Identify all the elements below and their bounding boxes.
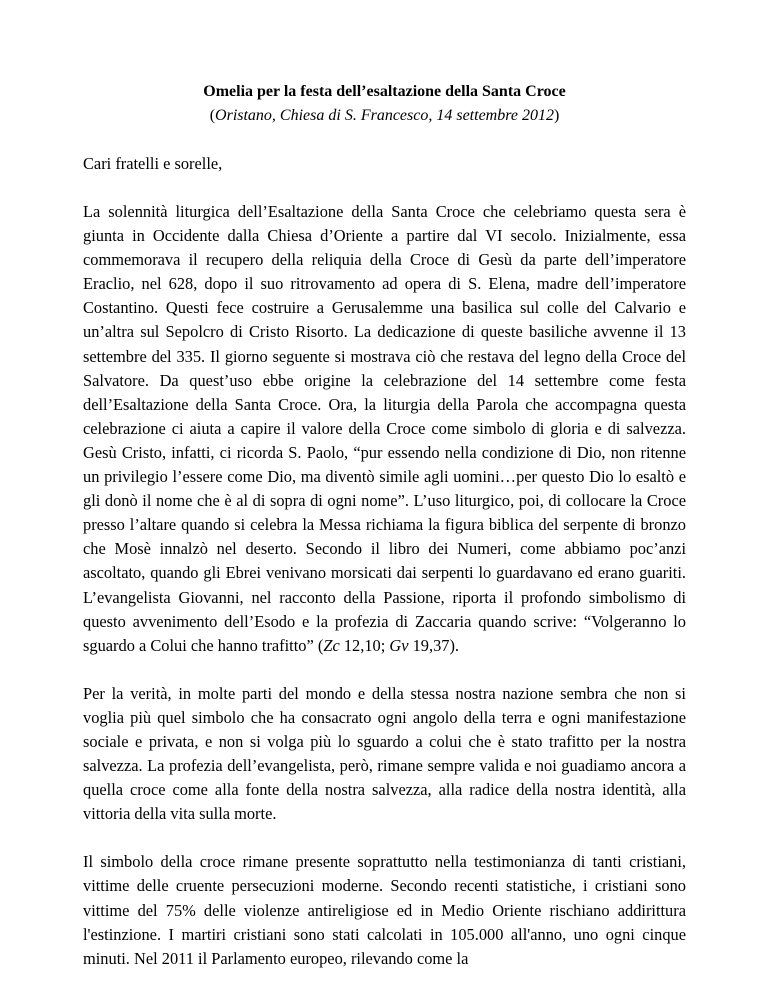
paragraph-3: Il simbolo della croce rimane presente soprattutto nella testimonianza di tanti cristiani, vittime delle cruente persecuzioni moderne. Secondo recenti statistiche, i cristiani sono vittime del 75% delle violenze antireligiose ed in Medio Oriente rischiano addirittura l'estinzione. I martiri cristiani sono stati calcolati in 105.000 all'anno, uno ogni cinque minuti. Nel 2011 il Parlamento europeo, rilevando come la bbox=[83, 852, 686, 968]
subtitle-open-paren: ( bbox=[209, 107, 216, 124]
greeting: Cari fratelli e sorelle, bbox=[83, 154, 223, 173]
paragraph-1 bbox=[83, 200, 686, 658]
paragraph-1-text: La solennità liturgica dell’Esaltazione della Santa Croce che celebriamo questa sera è giunta in Occidente dalla Chiesa d’Oriente a partire dal VI secolo. Inizialmente, essa commemorava il recupero della reliquia della Croce di Gesù da parte dell’imperatore Eraclio, nel 628, dopo il suo ritrovamento ad opera di S. Elena, madre dell’imperatore Costantino. Questi fece costruire a Gerusalemme una basilica sul colle del Calvario e un’altra sul Sepolcro di Cristo Risorto. La dedicazione di queste basiliche avvenne il 13 settembre del 335. Il giorno seguente si mostrava ciò che restava del legno della Croce del Salvatore. Da quest’uso ebbe origine la celebrazione del 14 settembre come festa dell’Esaltazione della Santa Croce. Ora, la liturgia della Parola che accompagna questa celebrazione ci aiuta a capire il valore della Croce come simbolo di gloria e di salvezza. Gesù Cristo, infatti, ci ricorda S. Paolo, “pur essendo nella condizione di Dio, non ritenne un privilegio l’essere come Dio, ma diventò simile agli uomini…per questo Dio lo esaltò e gli donò il nome che è al di sopra di ogni nome”. L’uso liturgico, poi, di collocare la Croce presso l’altare quando si celebra la Messa richiama la figura biblica del serpente di bronzo che Mosè innalzò nel deserto. Secondo il libro dei Numeri, come abbiamo poc’anzi ascoltato, quando gli Ebrei venivano morsicati dai serpenti lo guardavano ed erano guariti. L’evangelista Giovanni, nel racconto della Passione, riporta il profondo simbolismo di questo avvenimento dell’Esodo e la profezia di Zaccaria quando scrive: “Volgeranno lo sguardo a Colui che hanno trafitto” ( bbox=[83, 202, 686, 655]
paragraph-2: Per la verità, in molte parti del mondo e della stessa nostra nazione sembra che non si voglia più quel simbolo che ha consacrato ogni angolo della terra e ogni manifestazione sociale e privata, e non si volga più lo sguardo a colui che è stato trafitto per la nostra salvezza. La profezia dell’evangelista, però, rimane sempre valida e noi guadiamo ancora a quella croce come alla fonte della nostra salvezza, alla radice della nostra identità, alla vittoria della vita sulla morte. bbox=[83, 683, 686, 824]
subtitle-place-date: Oristano, Chiesa di S. Francesco, 14 settembre 2012 bbox=[215, 107, 554, 124]
reference-zaccaria-verse: 12,10; bbox=[339, 635, 390, 655]
homily-subtitle bbox=[83, 104, 686, 128]
reference-zaccaria: Zc bbox=[323, 635, 340, 655]
homily-title: Omelia per la festa dell’esaltazione della Santa Croce bbox=[203, 83, 566, 100]
title-block bbox=[83, 80, 686, 128]
reference-giovanni: Gv bbox=[389, 635, 409, 655]
subtitle-close-paren: ) bbox=[553, 107, 560, 124]
reference-giovanni-verse: 19,37). bbox=[408, 635, 460, 655]
